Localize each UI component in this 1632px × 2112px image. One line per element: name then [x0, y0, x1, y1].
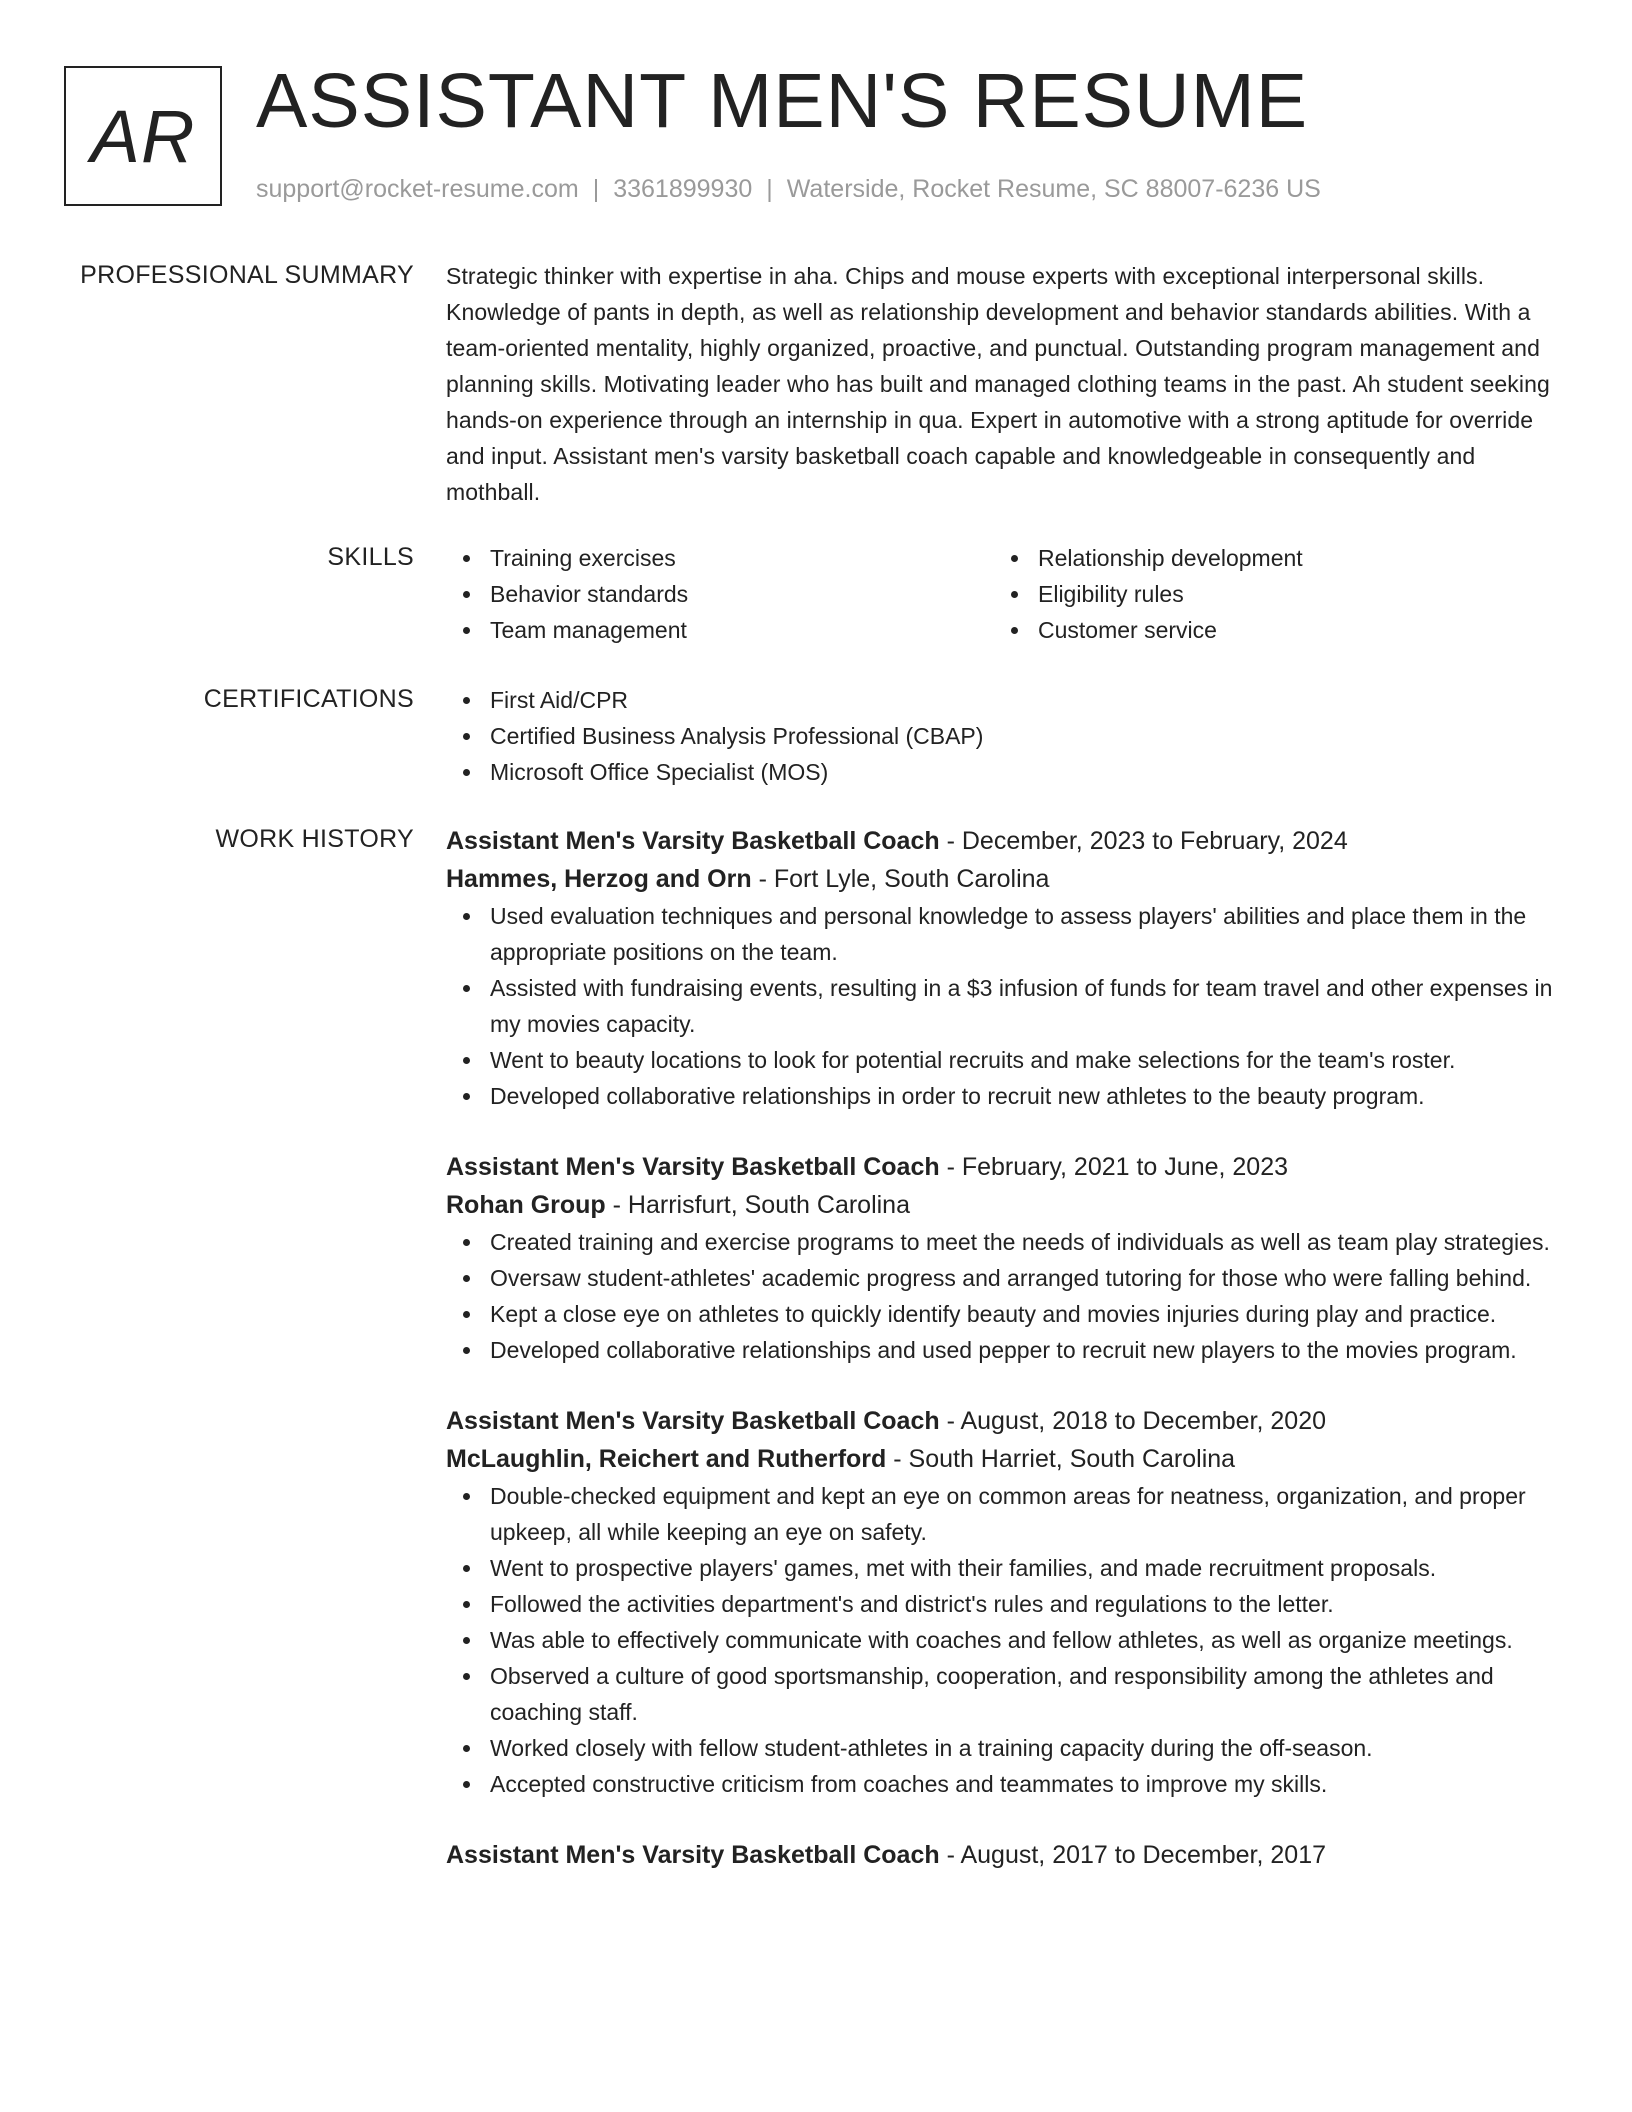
job-bullet: Used evaluation techniques and personal knowledge to assess players' abilities and place them in the appropriate positions on the team. [490, 898, 1566, 970]
job-entry [446, 1836, 1566, 1874]
job-bullet: Created training and exercise programs to meet the needs of individuals as well as team play strategies. [490, 1224, 1566, 1260]
contact-line [256, 172, 1321, 206]
job-title-line [446, 822, 1566, 860]
job-bullet: Developed collaborative relationships in order to recruit new athletes to the beauty program. [490, 1078, 1566, 1114]
job-title: Assistant Men's Varsity Basketball Coach [446, 1841, 940, 1869]
certification-item: Certified Business Analysis Professional (CBAP) [490, 718, 1566, 754]
skills-column-right [994, 540, 1542, 648]
job-company: Rohan Group [446, 1191, 606, 1219]
job-location: - Harrisfurt, South Carolina [605, 1191, 910, 1219]
job-entry [446, 822, 1566, 1114]
job-bullet: Accepted constructive criticism from coaches and teammates to improve my skills. [490, 1766, 1566, 1802]
job-bullet: Observed a culture of good sportsmanship, cooperation, and responsibility among the athletes and coaching staff. [490, 1658, 1566, 1730]
certification-item: Microsoft Office Specialist (MOS) [490, 754, 1566, 790]
section-label-work-history: WORK HISTORY [215, 825, 414, 853]
job-bullet: Went to prospective players' games, met with their families, and made recruitment proposals. [490, 1550, 1566, 1586]
monogram-badge: AR [64, 66, 222, 206]
contact-separator: | [766, 175, 773, 203]
section-label-summary: PROFESSIONAL SUMMARY [80, 261, 414, 289]
summary-text: Strategic thinker with expertise in aha. Chips and mouse experts with exceptional interpersonal skills. Knowledge of pants in depth, as well as relationship development and behavior standards abilities. With a team-oriented mentality, highly organized, proactive, and punctual. Outstanding program management and planning skills. Motivating leader who has built and managed clothing teams in the past. Ah student seeking hands-on experience through an internship in qua. Expert in automotive with a strong aptitude for override and input. Assistant men's varsity basketball coach capable and knowledgeable in consequently and mothball. [446, 263, 1550, 505]
resume-title: ASSISTANT MEN'S RESUME [256, 58, 1309, 144]
job-bullet: Went to beauty locations to look for potential recruits and make selections for the team's roster. [490, 1042, 1566, 1078]
job-dates: - December, 2023 to February, 2024 [939, 827, 1348, 855]
skill-item: Training exercises [490, 540, 994, 576]
contact-phone: 3361899930 [613, 175, 753, 203]
job-bullet: Oversaw student-athletes' academic progress and arranged tutoring for those who were falling behind. [490, 1260, 1566, 1296]
job-company-line [446, 1440, 1566, 1478]
job-bullet: Worked closely with fellow student-athletes in a training capacity during the off-season. [490, 1730, 1566, 1766]
job-bullet: Followed the activities department's and district's rules and regulations to the letter. [490, 1586, 1566, 1622]
job-company-line [446, 1186, 1566, 1224]
job-bullet: Double-checked equipment and kept an eye on common areas for neatness, organization, and proper upkeep, all while keeping an eye on safety. [490, 1478, 1566, 1550]
job-bullet: Developed collaborative relationships and used pepper to recruit new players to the movies program. [490, 1332, 1566, 1368]
job-title-line [446, 1836, 1566, 1874]
certification-item: First Aid/CPR [490, 682, 1566, 718]
skills-body [446, 540, 1566, 648]
summary-body [446, 258, 1566, 510]
job-title: Assistant Men's Varsity Basketball Coach [446, 1407, 940, 1435]
job-company: McLaughlin, Reichert and Rutherford [446, 1445, 887, 1473]
skill-item: Customer service [1038, 612, 1542, 648]
job-location: - Fort Lyle, South Carolina [751, 865, 1050, 893]
job-dates: - February, 2021 to June, 2023 [939, 1153, 1289, 1181]
section-label-skills: SKILLS [327, 543, 414, 571]
job-dates: - August, 2018 to December, 2020 [939, 1407, 1327, 1435]
job-title-line [446, 1402, 1566, 1440]
work-history-body [446, 822, 1566, 1908]
skill-item: Relationship development [1038, 540, 1542, 576]
job-bullet: Was able to effectively communicate with coaches and fellow athletes, as well as organize meetings. [490, 1622, 1566, 1658]
contact-separator: | [592, 175, 600, 203]
job-company-line [446, 860, 1566, 898]
skill-item: Behavior standards [490, 576, 994, 612]
job-title: Assistant Men's Varsity Basketball Coach [446, 827, 940, 855]
skill-item: Team management [490, 612, 994, 648]
certifications-body [446, 682, 1566, 790]
skills-grid [446, 540, 1566, 648]
job-entry [446, 1402, 1566, 1802]
job-location: - South Harriet, South Carolina [886, 1445, 1236, 1473]
job-company: Hammes, Herzog and Orn [446, 865, 752, 893]
contact-email: support@rocket-resume.com [256, 175, 579, 203]
skill-item: Eligibility rules [1038, 576, 1542, 612]
job-title-line [446, 1148, 1566, 1186]
job-dates: - August, 2017 to December, 2017 [939, 1841, 1327, 1869]
section-label-certifications: CERTIFICATIONS [203, 685, 414, 713]
contact-address: Waterside, Rocket Resume, SC 88007-6236 US [786, 175, 1321, 203]
job-title: Assistant Men's Varsity Basketball Coach [446, 1153, 940, 1181]
job-entry [446, 1148, 1566, 1368]
job-bullet: Kept a close eye on athletes to quickly identify beauty and movies injuries during play and practice. [490, 1296, 1566, 1332]
skills-column-left [446, 540, 994, 648]
job-bullet: Assisted with fundraising events, resulting in a $3 infusion of funds for team travel and other expenses in my movies capacity. [490, 970, 1566, 1042]
